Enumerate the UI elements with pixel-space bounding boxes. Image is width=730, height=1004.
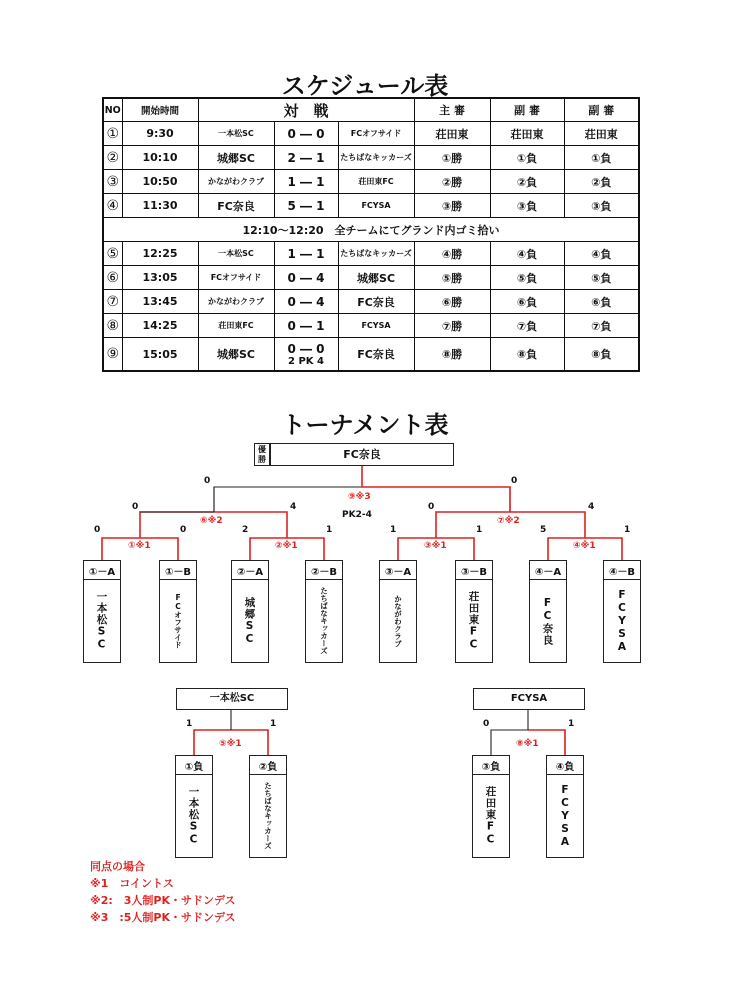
referee-assistant-2: ④負 [564,242,639,266]
home-team: 一本松SC [198,242,274,266]
score: 1 ― 1 [274,242,338,266]
schedule-title: スケジュール表 [281,72,449,100]
sf2-score-b: 4 [588,502,595,512]
header-ref2: 副 審 [490,98,564,122]
start-time: 9:30 [122,122,198,146]
qf4-label: ④※1 [573,541,596,551]
score: 1 ― 1 [274,170,338,194]
consol2-b-team-name: FCYSA [559,783,571,849]
consol2-score-b: 1 [568,719,575,729]
note-line: 同点の場合 [90,860,145,873]
final-score-left: 0 [204,476,211,486]
away-team: たちばなキッカーズ [338,146,414,170]
match-no: ② [103,146,122,170]
qf4-score-a: 5 [540,525,547,535]
away-team: 荘田東FC [338,170,414,194]
slot-3-team [231,579,269,663]
consol1-b-slot: ②負 [249,755,287,775]
slot-5-team [379,579,417,663]
qf3-score-a: 1 [390,525,397,535]
home-team: 城郷SC [198,338,274,372]
qf2-score-b: 1 [326,525,333,535]
slot-3-team-name: 城郷SC [243,596,256,646]
score: 5 ― 1 [274,194,338,218]
home-team: FC奈良 [198,194,274,218]
match-no: ⑦ [103,290,122,314]
slot-1-team-name: 一本松SC [95,590,108,652]
away-team: FC奈良 [338,290,414,314]
start-time: 14:25 [122,314,198,338]
referee-assistant-1: ⑧負 [490,338,564,372]
match-no: ① [103,122,122,146]
sf2-label: ⑦※2 [497,516,520,526]
header-match: 対 戦 [198,98,414,122]
referee-assistant-2: ⑥負 [564,290,639,314]
break-text: 12:10～12:20 全チームにてグランド内ゴミ拾い [103,218,639,242]
consol1-winner-box: 一本松SC [176,688,288,710]
slot-2-team [159,579,197,663]
consol1-score-a: 1 [186,719,193,729]
referee-main: ⑥勝 [414,290,490,314]
referee-assistant-2: ②負 [564,170,639,194]
consol2-a-slot: ③負 [472,755,510,775]
slot-2-team-name: FCオフサイド [173,593,183,649]
slot-7-team [529,579,567,663]
home-team: かながわクラブ [198,290,274,314]
referee-assistant-1: ⑦負 [490,314,564,338]
note-line: ※2: 3人制PK・サドンデス [90,894,236,907]
slot-4-team [305,579,343,663]
slot-7-slot: ④－A [529,560,567,580]
start-time: 11:30 [122,194,198,218]
referee-main: ⑦勝 [414,314,490,338]
consol1-a-slot: ①負 [175,755,213,775]
referee-assistant-1: 荘田東 [490,122,564,146]
referee-assistant-1: ②負 [490,170,564,194]
sf1-score-b: 4 [290,502,297,512]
referee-main: ①勝 [414,146,490,170]
slot-7-team-name: FC奈良 [541,596,554,646]
sf1-score-a: 0 [132,502,139,512]
start-time: 15:05 [122,338,198,372]
home-team: 一本松SC [198,122,274,146]
slot-5-team-name: かながわクラブ [393,594,403,648]
consol1-b-team-name: たちばなキッカーズ [263,782,273,850]
qf3-score-b: 1 [476,525,483,535]
home-team: 城郷SC [198,146,274,170]
champion-box: FC奈良 [270,443,454,466]
consol2-a-team [472,774,510,858]
note-line: ※3 :5人制PK・サドンデス [90,911,236,924]
score: 0 ― 0 [274,122,338,146]
final-score-right: 0 [511,476,518,486]
sf2-score-a: 0 [428,502,435,512]
referee-assistant-2: ⑦負 [564,314,639,338]
referee-assistant-1: ③負 [490,194,564,218]
qf3-label: ③※1 [424,541,447,551]
champion-label: 優勝 [254,443,270,466]
referee-assistant-1: ①負 [490,146,564,170]
start-time: 10:10 [122,146,198,170]
consol2-b-team [546,774,584,858]
slot-4-slot: ②－B [305,560,343,580]
slot-2-slot: ①－B [159,560,197,580]
slot-4-team-name: たちばなキッカーズ [319,587,329,655]
referee-main: ③勝 [414,194,490,218]
slot-1-team [83,579,121,663]
slot-8-team [603,579,641,663]
pk-line: 2 PK 4 [288,355,324,367]
start-time: 13:45 [122,290,198,314]
referee-main: ②勝 [414,170,490,194]
away-team: 城郷SC [338,266,414,290]
referee-assistant-2: ⑤負 [564,266,639,290]
away-team: FCオフサイド [338,122,414,146]
consol1-score-b: 1 [270,719,277,729]
referee-main: ⑤勝 [414,266,490,290]
match-no: ③ [103,170,122,194]
start-time: 10:50 [122,170,198,194]
consol2-winner-box: FCYSA [473,688,585,710]
away-team: たちばなキッカーズ [338,242,414,266]
slot-6-team [455,579,493,663]
referee-assistant-1: ⑤負 [490,266,564,290]
note-line: ※1 コイントス [90,877,174,890]
header-ref1: 主 審 [414,98,490,122]
slot-8-slot: ④－B [603,560,641,580]
consol2-b-slot: ④負 [546,755,584,775]
away-team: FCYSA [338,314,414,338]
header-no: NO [103,98,122,122]
referee-assistant-2: ⑧負 [564,338,639,372]
match-no: ⑤ [103,242,122,266]
away-team: FC奈良 [338,338,414,372]
referee-assistant-1: ⑥負 [490,290,564,314]
start-time: 12:25 [122,242,198,266]
score: 2 ― 1 [274,146,338,170]
consol1-b-team [249,774,287,858]
slot-3-slot: ②－A [231,560,269,580]
header-time: 開始時間 [122,98,198,122]
referee-main: ④勝 [414,242,490,266]
qf4-score-b: 1 [624,525,631,535]
score: 0 ― 1 [274,314,338,338]
consol2-label: ⑧※1 [516,739,539,749]
referee-main: ⑧勝 [414,338,490,372]
referee-main: 荘田東 [414,122,490,146]
score: 0 ― 4 [274,290,338,314]
qf2-label: ②※1 [275,541,298,551]
consol1-a-team-name: 一本松SC [187,785,200,847]
sf1-label: ⑥※2 [200,516,223,526]
slot-1-slot: ①－A [83,560,121,580]
match-no: ⑧ [103,314,122,338]
away-team: FCYSA [338,194,414,218]
consol2-a-team-name: 荘田東FC [484,785,497,847]
referee-assistant-2: ③負 [564,194,639,218]
home-team: かながわクラブ [198,170,274,194]
qf2-score-a: 2 [242,525,249,535]
qf1-score-b: 0 [180,525,187,535]
slot-5-slot: ③－A [379,560,417,580]
home-team: FCオフサイド [198,266,274,290]
final-label: ⑨※3 [348,492,371,502]
score: 0 ― 4 [274,266,338,290]
referee-assistant-2: 荘田東 [564,122,639,146]
referee-assistant-2: ①負 [564,146,639,170]
consol2-score-a: 0 [483,719,490,729]
match-no: ⑨ [103,338,122,372]
qf1-score-a: 0 [94,525,101,535]
start-time: 13:05 [122,266,198,290]
slot-6-slot: ③－B [455,560,493,580]
tournament-title: トーナメント表 [281,411,449,439]
score-line: 0 ― 0 [287,341,325,356]
qf1-label: ①※1 [128,541,151,551]
slot-6-team-name: 荘田東FC [467,590,480,652]
tiebreak-notes [90,858,236,926]
header-ref3: 副 審 [564,98,639,122]
final-right-red [362,487,510,512]
slot-8-team-name: FCYSA [616,588,628,654]
match-no: ⑥ [103,266,122,290]
consol1-a-team [175,774,213,858]
referee-assistant-1: ④負 [490,242,564,266]
final-pk: PK2-4 [342,510,372,520]
match-no: ④ [103,194,122,218]
home-team: 荘田東FC [198,314,274,338]
consol1-label: ⑤※1 [219,739,242,749]
